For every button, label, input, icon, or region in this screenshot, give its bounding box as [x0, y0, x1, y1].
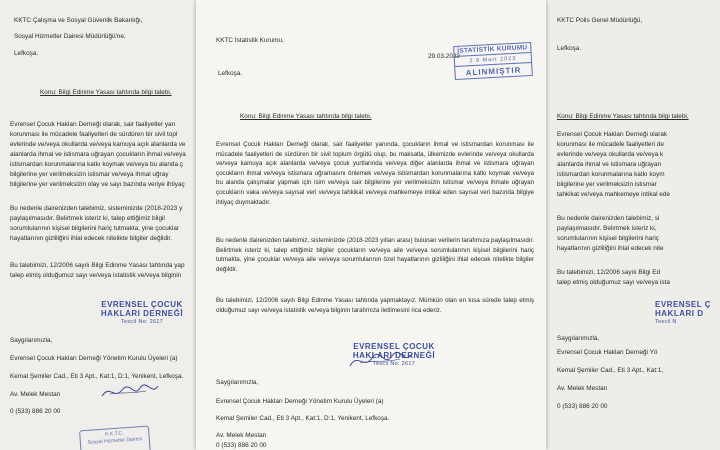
phone-number: 0 (533) 886 20 00: [10, 408, 61, 415]
recipient-line: KKTC Çalışma ve Sosyal Güvenlik Bakanlığı,: [14, 17, 143, 24]
letter-right: [545, 0, 720, 450]
received-stamp: [453, 42, 533, 80]
paragraph-line: talep etmiş olduğumuz sayı ve/veya ista: [557, 279, 670, 286]
phone-number: 0 (533) 886 20 00: [557, 403, 608, 410]
association-logo: [655, 300, 720, 327]
closing-text: Saygılarımızla,: [557, 335, 600, 342]
recipient-line: Lefkoşa.: [557, 45, 582, 52]
subject-line: Konu: Bilgi Edinme Yasası tahtında bilgi talebi.: [240, 113, 372, 120]
stamp-date: 2 9 Mart 2023: [469, 55, 517, 65]
paragraph-line: bilgilerine yer verilmeksizin istismar: [557, 181, 657, 188]
phone-number: 0 (533) 886 20 00: [216, 442, 267, 449]
stamp-status: ALINMIŞTIR: [455, 62, 532, 79]
paragraph-line: Bu nedenle dairenizden talebimiz, si: [557, 215, 660, 222]
paragraph-line: Evrensel Çocuk Hakları Derneği olarak: [557, 131, 668, 138]
signatory-name: Av. Melek Mestan: [216, 432, 267, 439]
paragraph-line: paylaşılmasıdır. Belirtmek isteriz ki,: [557, 225, 657, 232]
received-stamp: [79, 426, 151, 450]
paragraph-line: bilgilerine yer verilmeksizin olay ve sayı bazında veriye ihtiyaç: [10, 181, 185, 188]
address-text: Kemal Şemiler Cad., Eti 3 Apt., Kat:1, D:1, Yenikent, Lefkoşa.: [216, 415, 390, 422]
letter-date: 29.03.2023: [428, 53, 460, 60]
address-text: Kemal Şemiler Cad., Eti 3 Apt., Kat:1, D:1, Yenikent, Lefkoşa.: [10, 373, 184, 380]
logo-line: EVRENSEL ÇOCUK: [101, 300, 183, 309]
stamp-line: Sosyal Hizmetler Dairesi: [87, 435, 143, 446]
letter-center: [196, 0, 546, 450]
stamp-line: K.K.T.C.: [105, 430, 124, 438]
paragraph: Bu talebimizi, 12/2006 sayılı Bilgi Edinme Yasası tahtında yapmaktayız. Mümkün olan en kısa sürede talep etmiş olduğumuz sayı ve/veya istatistik ve/veya bilginin tarafımıza iletilmesini rica ederiz.: [216, 297, 534, 314]
letter-left: [0, 0, 205, 450]
paragraph-line: paylaşılmasıdır. Belirtmek isteriz ki, talep ettiğimiz bilgil: [10, 215, 165, 222]
recipient-line: Sosyal Hizmetler Dairesi Müdürlüğü'ne,: [14, 33, 126, 40]
paragraph-line: Evrensel Çocuk Hakları Derneği olarak, sair faaliyetler yan: [10, 121, 176, 128]
paragraph-line: hayatlarının gizliliğini ihlal edecek nitelikte bilgiler değildir.: [10, 235, 172, 242]
paragraph-line: alanlarda ihmal ve istismara uğrayan çocukların ihmal ve/veya: [10, 151, 186, 158]
recipient-line: KKTC İstatistik Kurumu,: [216, 37, 284, 44]
paragraph-line: Bu nedenle dairenizden talebimiz, sisteminizde (2018-2023 y: [10, 205, 183, 212]
paragraph-line: alanlarda ihmal ve istismara uğrayan: [557, 161, 662, 168]
paragraph-line: Bu talebimizi, 12/2006 sayılı Bilgi Ed: [557, 269, 661, 276]
organization-name: Evrensel Çocuk Hakları Derneği Yö: [557, 349, 658, 356]
logo-line: HAKLARI D: [655, 309, 704, 318]
paragraph-line: evlerinde ve/veya okullarda ve/veya kamuya açık alanlarda ve: [10, 141, 186, 148]
recipient-line: Lefkoşa.: [14, 50, 39, 57]
paragraph-line: istismardan korunmalarına katkı koymak ve/veya bu alanda ç: [10, 161, 183, 168]
address-text: Kemal Şemiler Cad., Eti 3 Apt., Kat:1,: [557, 367, 664, 374]
organization-name: Evrensel Çocuk Hakları Derneği Yönetim Kurulu Üyeleri (a): [10, 355, 178, 362]
paragraph-line: istismardan korunmalarına katkı koym: [557, 171, 665, 178]
signatory-name: Av. Melek Mestan: [557, 385, 608, 392]
logo-line: EVRENSEL ÇOCUK: [353, 342, 435, 351]
paragraph-line: sorumlularının kişisel bilgilerini hariç tutmakta, yine çocuklar: [10, 225, 180, 232]
recipient-line: Lefkoşa.: [218, 70, 243, 77]
signatory-name: Av. Melek Mestan: [10, 391, 61, 398]
paragraph: Evrensel Çocuk Hakları Derneği olarak, sair faaliyetler yanında, çocukların ihmal ve istismardan korunması ile mücadele faaliyetleri de sürdüren bir sivil toplum örgütü olup, bu maksatla, ülkemizde evlerinde ve/veya okullarda ve/veya kamuya açık alanlarda ve/veya çocuk yurtlarında ve/veya diğer alanlarda ihmal ve istismara uğrayan çocukların ihmal ve/veya istismara uğramasını önlemek ve/veya istismardan korunmalarına katkı koymak ve/veya bu alanda çalışmalar yapmak için isim ve/veya sair bilgilerine yer verilmeksizin istismar ve/veya ihmale uğrayan çocukların vaka ve/veya sayısal veri ve/veya tahkikat ve/veya mahkemeye intikal eden sayısal veri bazında bilgiye ihtiyaç duymaktadır.: [216, 141, 534, 206]
subject-line: Konu: Bilgi Edinme Yasası tahtında bilgi talebi.: [40, 89, 172, 96]
paragraph-line: Bu talebimizi, 12/2006 sayılı Bilgi Edinme Yasası tahtında yap: [10, 262, 185, 269]
paragraph-line: sorumlularının kişisel bilgilerini hariç: [557, 235, 659, 242]
signature-icon: [346, 350, 416, 372]
paragraph-line: talep etmiş olduğumuz sayı ve/veya istatistik ve/veya bilginin: [10, 272, 182, 279]
logo-line: HAKLARI DERNEĞİ: [352, 351, 436, 360]
paragraph-line: bilgilerine yer verilmeksizin istismar ve/veya ihmal uğray: [10, 171, 169, 178]
stamp-title: İSTATİSTİK KURUMU: [454, 43, 530, 57]
paragraph: Bu nedenle dairenizden talebimiz, sisteminizde (2018-2023 yılları arası) bulunan verilerin tarafımıza paylaşılmasıdır. Belirtmek isteriz ki, talep ettiğimiz bilgiler çocukların ve/veya aile ve/veya sorumlularının kişisel bilgilerini hariç tutmakta, yine çocuklar ve/veya aile ve/veya sorumlularının özel hayatlarının gizliliğini ihlal edecek nitelikte bilgiler değildir.: [216, 237, 534, 273]
recipient-line: KKTC Polis Genel Müdürlüğü,: [557, 17, 643, 24]
association-logo: [92, 300, 192, 327]
logo-line: Tescil N: [655, 319, 677, 325]
logo-line: Tescil No: 2617: [372, 361, 416, 367]
closing-text: Saygılarımızla,: [10, 337, 53, 344]
paragraph-line: evlerinde ve/veya okullarda ve/veya k: [557, 151, 664, 158]
paragraph-line: hayatlarının gizliliğini ihlal edecek nite: [557, 245, 664, 252]
paragraph-line: korunması ile mücadele faaliyetleri de: [557, 141, 664, 148]
paragraph-line: tahkikat ve/veya mahkemeye intikal ede: [557, 191, 670, 198]
logo-line: Tescil No: 2617: [120, 319, 164, 325]
closing-text: Saygılarımızla,: [216, 379, 259, 386]
paragraph-line: korunması ile mücadele faaliyetleri de sürdüren bir sivil topl: [10, 131, 178, 138]
logo-line: EVRENSEL Ç: [655, 300, 711, 309]
subject-line: Konu: Bilgi Edinme Yasası tahtında bilgi talebi.: [557, 113, 689, 120]
logo-line: HAKLARI DERNEĞİ: [100, 309, 184, 318]
organization-name: Evrensel Çocuk Hakları Derneği Yönetim Kurulu Üyeleri (a): [216, 398, 384, 405]
signature-icon: [100, 382, 160, 402]
